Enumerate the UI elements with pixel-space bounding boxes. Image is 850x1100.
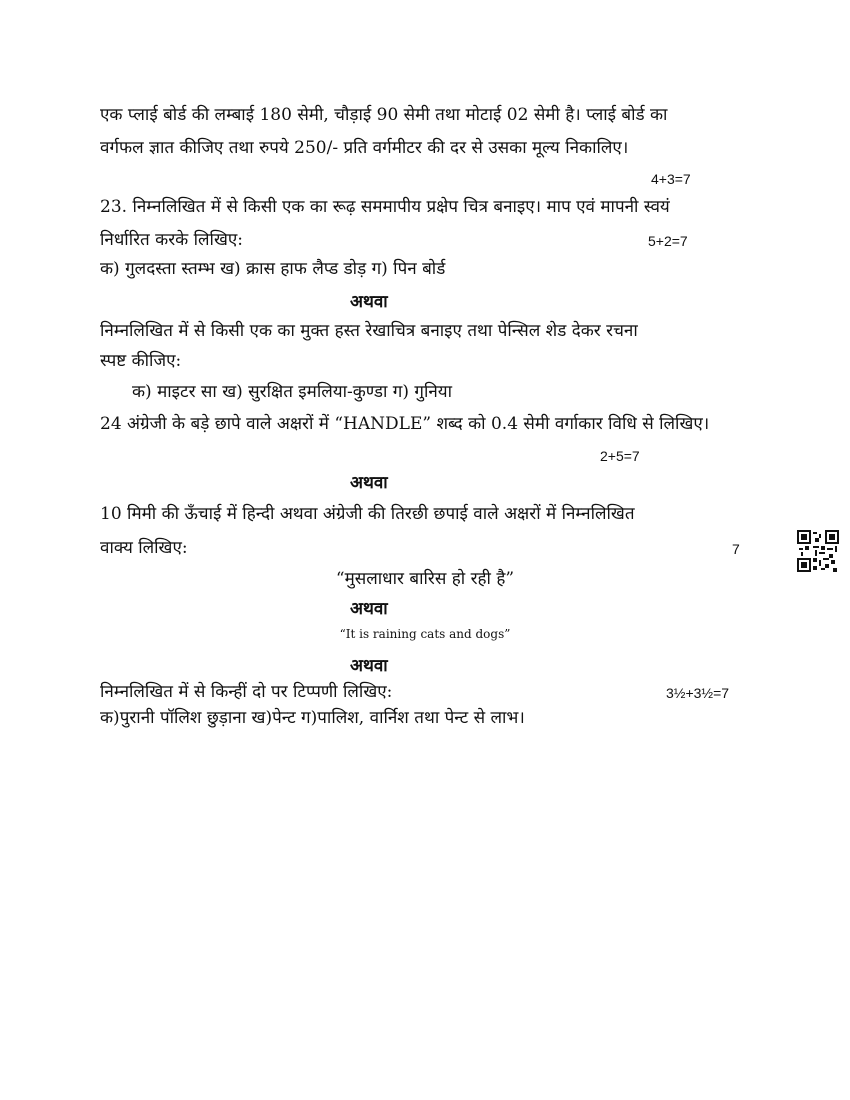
english-sentence: “It is raining cats and dogs” — [339, 627, 511, 641]
q23-line-1: 23. निम्नलिखित में से किसी एक का रूढ़ सममापीय प्रक्षेप चित्र बनाइए। माप एवं मापनी स्वयं — [100, 197, 670, 217]
q23-alt-line-2: स्पष्ट कीजिए: — [100, 351, 182, 371]
q22-line-2: वर्गफल ज्ञात कीजिए तथा रुपये 250/- प्रति वर्गमीटर की दर से उसका मूल्य निकालिए। — [100, 138, 629, 158]
q23-line-2: निर्धारित करके लिखिए: — [100, 230, 243, 250]
q22-marks: 4+3=7 — [651, 171, 691, 187]
q24-or-heading-3: अथवा — [350, 656, 388, 676]
q23-alt-options: क) माइटर सा ख) सुरक्षित इमलिया-कुण्डा ग) गुनिया — [132, 382, 453, 402]
q24-marks: 2+5=7 — [600, 448, 640, 464]
q23-options: क) गुलदस्ता स्तम्भ ख) क्रास हाफ लैप्ड डोड़ ग) पिन बोर्ड — [100, 259, 446, 279]
q24-or-heading-1: अथवा — [350, 473, 388, 493]
q24-note-options: क)पुरानी पॉलिश छुड़ाना ख)पेन्ट ग)पालिश, वार्निश तथा पेन्ट से लाभ। — [100, 708, 525, 728]
q24-alt-line-2: वाक्य लिखिए: — [100, 538, 188, 558]
q24-note-line: निम्नलिखित में से किन्हीं दो पर टिप्पणी लिखिए: — [100, 682, 393, 702]
qr-code-icon — [797, 530, 839, 572]
hindi-sentence: “मुसलाधार बारिस हो रही है” — [335, 569, 515, 589]
q24-or-heading-2: अथवा — [350, 599, 388, 619]
q24-alt-line-1: 10 मिमी की ऊँचाई में हिन्दी अथवा अंग्रेजी की तिरछी छपाई वाले अक्षरों में निम्नलिखित — [100, 504, 635, 524]
q23-or-heading: अथवा — [350, 292, 388, 312]
q24-alt-marks: 7 — [732, 541, 740, 557]
q23-alt-line-1: निम्नलिखित में से किसी एक का मुक्त हस्त रेखाचित्र बनाइए तथा पेन्सिल शेड देकर रचना — [100, 321, 638, 341]
q23-marks: 5+2=7 — [648, 233, 688, 249]
q24-line-1: 24 अंग्रेजी के बड़े छापे वाले अक्षरों में “HANDLE” शब्द को 0.4 सेमी वर्गाकार विधि से लिखिए। — [100, 414, 710, 434]
q22-line-1: एक प्लाई बोर्ड की लम्बाई 180 सेमी, चौड़ाई 90 सेमी तथा मोटाई 02 सेमी है। प्लाई बोर्ड का — [100, 105, 668, 125]
q24-note-marks: 3½+3½=7 — [666, 685, 730, 701]
